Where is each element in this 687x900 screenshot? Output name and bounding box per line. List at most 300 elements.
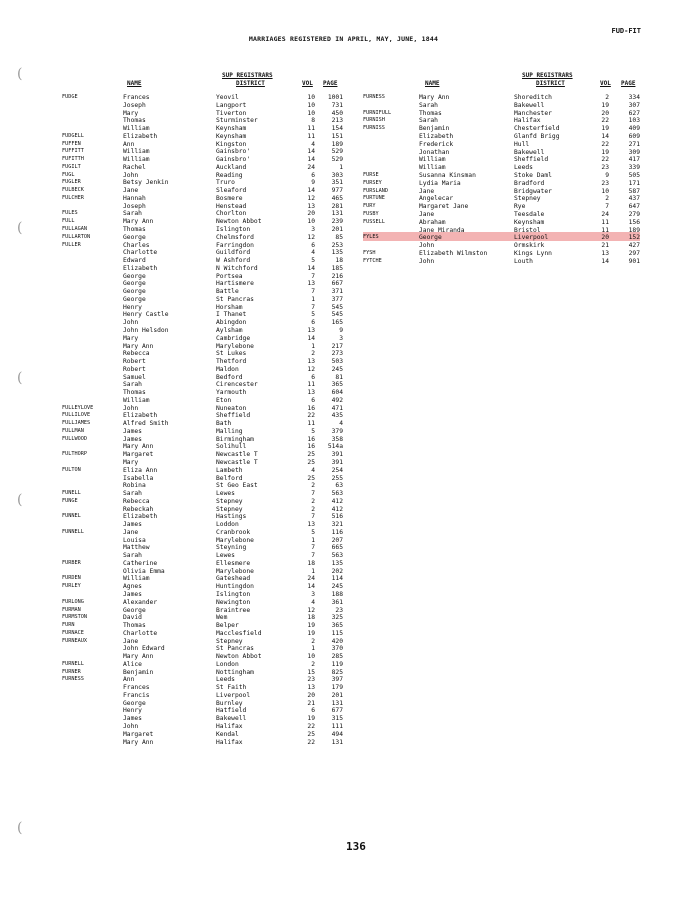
- volume: 16: [307, 404, 315, 412]
- register-entry: [62, 335, 352, 343]
- district: Bakewell: [514, 101, 545, 109]
- register-entry: [62, 599, 352, 607]
- surname: FURSEY: [363, 179, 382, 186]
- surname: FURNESS: [62, 676, 84, 683]
- vol-header-right: VOL: [600, 80, 611, 87]
- page-ref: 412: [331, 497, 343, 505]
- register-entry: [62, 389, 352, 397]
- register-entry: [62, 265, 352, 273]
- volume: 14: [307, 156, 315, 164]
- page-ref: 189: [628, 226, 640, 234]
- surname: FULCHER: [62, 194, 84, 201]
- register-entry: [62, 350, 352, 358]
- page-ref: 285: [331, 653, 343, 661]
- forename: Lydia Maria: [419, 179, 461, 187]
- forename: George: [123, 606, 146, 614]
- forename: James: [123, 435, 142, 443]
- surname: FUGILT: [62, 163, 81, 170]
- forename: Jonathan: [419, 148, 450, 156]
- page-ref: 9: [339, 326, 343, 334]
- page-ref: 391: [331, 451, 343, 459]
- name-header-left: NAME: [127, 80, 142, 87]
- register-entry: [363, 227, 643, 235]
- district: Kings Lynn: [514, 249, 552, 257]
- district: Marylebone: [216, 342, 254, 350]
- surname: FUNGE: [62, 497, 78, 504]
- page-ref: 103: [628, 117, 640, 125]
- forename: Rachel: [123, 163, 146, 171]
- forename: Robina: [123, 482, 146, 490]
- register-entry: [62, 311, 352, 319]
- forename: Frederick: [419, 140, 454, 148]
- volume: 4: [311, 466, 315, 474]
- surname: FURNISS: [363, 125, 385, 132]
- volume: 4: [311, 140, 315, 148]
- register-entry: [62, 490, 352, 498]
- volume: 13: [601, 249, 609, 257]
- volume: 13: [307, 202, 315, 210]
- district: Halifax: [216, 738, 243, 746]
- district: St Pancras: [216, 295, 254, 303]
- volume: 21: [601, 242, 609, 250]
- volume: 23: [601, 179, 609, 187]
- right-register-list: [363, 94, 643, 266]
- forename: Mary Ann: [123, 342, 154, 350]
- surname: FULL: [62, 218, 75, 225]
- district: St Geo East: [216, 482, 258, 490]
- surname: FULLILOVE: [62, 412, 91, 419]
- page-ref: 901: [628, 257, 640, 265]
- register-entry: [62, 568, 352, 576]
- register-entry: [62, 257, 352, 265]
- forename: Benjamin: [123, 668, 154, 676]
- volume: 7: [311, 490, 315, 498]
- district: Halifax: [514, 117, 541, 125]
- page-ref: 189: [331, 140, 343, 148]
- district: Hartismere: [216, 280, 254, 288]
- volume: 19: [601, 101, 609, 109]
- register-entry: [363, 219, 643, 227]
- district: Gainsbro': [216, 156, 251, 164]
- page-ref: 545: [331, 303, 343, 311]
- district: Rye: [514, 203, 526, 211]
- forename: Charlotte: [123, 249, 158, 257]
- page-ref: 63: [335, 482, 343, 490]
- surname: FUFITTH: [62, 156, 84, 163]
- district: N Witchford: [216, 264, 258, 272]
- page-ref: 213: [331, 117, 343, 125]
- district: Cirencester: [216, 381, 258, 389]
- forename: John Helsdon: [123, 326, 169, 334]
- surname: FUNELL: [62, 490, 81, 497]
- page-ref: 135: [331, 249, 343, 257]
- district: Yarmouth: [216, 389, 247, 397]
- register-entry: [62, 513, 352, 521]
- page-ref: 677: [331, 707, 343, 715]
- forename: Henry Castle: [123, 311, 169, 319]
- register-entry: [62, 506, 352, 514]
- volume: 12: [307, 233, 315, 241]
- register-entry: [62, 94, 352, 102]
- volume: 25: [307, 474, 315, 482]
- surname: FUSSELL: [363, 218, 385, 225]
- district: Farringdon: [216, 241, 254, 249]
- volume: 14: [307, 583, 315, 591]
- register-entry: [62, 343, 352, 351]
- volume: 14: [601, 132, 609, 140]
- district: Hastings: [216, 513, 247, 521]
- volume: 10: [307, 218, 315, 226]
- register-entry: [62, 715, 352, 723]
- volume: 6: [311, 319, 315, 327]
- page-ref: 1: [339, 163, 343, 171]
- register-entry: [363, 203, 643, 211]
- district: Kingston: [216, 140, 247, 148]
- volume: 10: [307, 653, 315, 661]
- register-entry: [363, 102, 643, 110]
- register-entry: [62, 242, 352, 250]
- volume: 1: [311, 536, 315, 544]
- volume: 6: [311, 707, 315, 715]
- forename: Thomas: [123, 117, 146, 125]
- district: Thetford: [216, 358, 247, 366]
- volume: 25: [307, 730, 315, 738]
- volume: 7: [311, 272, 315, 280]
- page-ref: 119: [331, 660, 343, 668]
- register-entry: [363, 156, 643, 164]
- surname: FULES: [62, 210, 78, 217]
- forename: John: [123, 723, 139, 731]
- district: Chesterfield: [514, 125, 560, 133]
- page-ref: 307: [628, 101, 640, 109]
- volume: 24: [307, 163, 315, 171]
- page-ref: 3: [339, 334, 343, 342]
- page-ref: 529: [331, 156, 343, 164]
- page-ref: 587: [628, 187, 640, 195]
- register-entry: [62, 591, 352, 599]
- punch-hole-mark: (: [17, 220, 23, 236]
- forename: Elizabeth: [123, 412, 158, 420]
- page-ref: 351: [331, 179, 343, 187]
- forename: Alice: [123, 660, 142, 668]
- district: Lambeth: [216, 466, 243, 474]
- surname: FURBER: [62, 559, 81, 566]
- register-entry: [62, 327, 352, 335]
- register-entry: [62, 288, 352, 296]
- page-ref: 465: [331, 194, 343, 202]
- forename: Elizabeth: [123, 513, 158, 521]
- district: Leeds: [216, 676, 235, 684]
- page-ref: 427: [628, 242, 640, 250]
- forename: Mary: [123, 334, 139, 342]
- district: Glanfd Brigg: [514, 132, 560, 140]
- district: Hatfield: [216, 707, 247, 715]
- page-ref: 154: [331, 125, 343, 133]
- register-entry: [62, 420, 352, 428]
- page-ref: 239: [331, 218, 343, 226]
- surname: FURY: [363, 203, 376, 210]
- register-entry: [62, 700, 352, 708]
- district: Bosmere: [216, 194, 243, 202]
- page-ref: 85: [335, 233, 343, 241]
- forename: John Edward: [123, 645, 165, 653]
- forename: Sarah: [123, 490, 142, 498]
- volume: 20: [601, 234, 609, 242]
- surname: FULLER: [62, 241, 81, 248]
- district: Eton: [216, 396, 232, 404]
- district: Hull: [514, 140, 530, 148]
- volume: 22: [601, 156, 609, 164]
- district: Truro: [216, 179, 235, 187]
- surname: FULLEYLOVE: [62, 404, 94, 411]
- register-entry: [62, 280, 352, 288]
- register-entry: [62, 614, 352, 622]
- volume: 2: [311, 497, 315, 505]
- forename: Robert: [123, 365, 146, 373]
- district: Islington: [216, 591, 251, 598]
- register-entry: [62, 537, 352, 545]
- volume: 5: [311, 427, 315, 435]
- register-entry: [363, 133, 643, 141]
- volume: 11: [307, 381, 315, 389]
- district: Stoke Daml: [514, 171, 552, 179]
- volume: 11: [601, 218, 609, 226]
- district: Tiverton: [216, 109, 247, 117]
- district: St Faith: [216, 684, 247, 692]
- district: Keynsham: [216, 132, 247, 140]
- volume: 5: [311, 311, 315, 319]
- register-entry: [62, 630, 352, 638]
- page-ref: 253: [331, 241, 343, 249]
- page-ref: 420: [331, 637, 343, 645]
- district: Lewes: [216, 552, 235, 560]
- district: Chelmsford: [216, 233, 254, 241]
- register-entry: [62, 707, 352, 715]
- register-entry: [62, 731, 352, 739]
- volume: 2: [311, 350, 315, 358]
- district: I Thanet: [216, 311, 247, 319]
- volume: 13: [307, 326, 315, 334]
- district-header-left: DISTRICT: [236, 80, 265, 87]
- forename: Catherine: [123, 559, 158, 567]
- surname: FUNNELL: [62, 528, 84, 535]
- volume: 22: [601, 117, 609, 125]
- forename: Charles: [123, 241, 150, 249]
- district: Macclesfield: [216, 629, 262, 637]
- volume: 25: [307, 458, 315, 466]
- district: Horsham: [216, 303, 243, 311]
- register-entry: [62, 110, 352, 118]
- forename: William: [123, 396, 150, 404]
- forename: Charlotte: [123, 629, 158, 637]
- surname: FUGL: [62, 171, 75, 178]
- surname: FUGLER: [62, 179, 81, 186]
- register-entry: [62, 638, 352, 646]
- surname: FURNEAUX: [62, 637, 87, 644]
- page-ref: 365: [331, 622, 343, 630]
- page-ref: 297: [628, 249, 640, 257]
- forename: George: [123, 272, 146, 280]
- volume: 4: [311, 598, 315, 606]
- volume: 12: [307, 194, 315, 202]
- volume: 23: [601, 164, 609, 172]
- page-ref: 825: [331, 668, 343, 676]
- forename: Mary Ann: [123, 443, 154, 451]
- district: Halifax: [216, 723, 243, 731]
- page-ref: 156: [628, 218, 640, 226]
- surname: FULTHORP: [62, 451, 87, 458]
- register-entry: [62, 498, 352, 506]
- register-entry: [62, 296, 352, 304]
- volume: 7: [311, 544, 315, 552]
- forename: Elizabeth Wilmston: [419, 249, 488, 257]
- volume: 14: [307, 334, 315, 342]
- forename: Thomas: [123, 622, 146, 630]
- surname: FYTCHE: [363, 257, 382, 264]
- volume: 19: [307, 715, 315, 723]
- forename: Margaret: [123, 730, 154, 738]
- volume: 13: [307, 684, 315, 692]
- page-ref: 81: [335, 373, 343, 381]
- forename: Mary Ann: [419, 94, 450, 101]
- district: Keynsham: [216, 125, 247, 133]
- surname: FULLMAN: [62, 427, 84, 434]
- page-ref: 131: [331, 738, 343, 746]
- sup-header-right: SUP REGISTRARS: [522, 72, 573, 79]
- surname: FURLONG: [62, 598, 84, 605]
- district: Stepney: [216, 637, 243, 645]
- register-entry: [62, 451, 352, 459]
- register-entry: [62, 179, 352, 187]
- page-ref: 131: [331, 699, 343, 707]
- page-ref: 377: [331, 295, 343, 303]
- district: Wem: [216, 614, 228, 622]
- register-entry: [363, 258, 643, 266]
- forename: Francis: [123, 691, 150, 699]
- district: Birmingham: [216, 435, 254, 443]
- vol-header-left: VOL: [302, 80, 313, 87]
- volume: 2: [311, 637, 315, 645]
- district: Newton Abbot: [216, 653, 262, 661]
- register-entry: [62, 203, 352, 211]
- forename: George: [123, 280, 146, 288]
- forename: Elizabeth: [123, 132, 158, 140]
- register-entry: [62, 141, 352, 149]
- punch-hole-mark: (: [17, 370, 23, 386]
- surname: FURSLAND: [363, 187, 388, 194]
- page-ref: 4: [339, 420, 343, 428]
- forename: David: [123, 614, 142, 622]
- register-entry: [62, 195, 352, 203]
- forename: Joseph: [123, 202, 146, 210]
- district: Kendal: [216, 730, 239, 738]
- page-ref: 492: [331, 396, 343, 404]
- volume: 13: [307, 358, 315, 366]
- page-ref: 216: [331, 272, 343, 280]
- page-ref: 334: [628, 94, 640, 101]
- page-header-right: PAGE: [621, 80, 636, 87]
- district: Keynsham: [514, 218, 545, 226]
- forename: James: [123, 427, 142, 435]
- page-ref: 217: [331, 342, 343, 350]
- page-ref: 361: [331, 598, 343, 606]
- page-ref: 201: [331, 226, 343, 234]
- district: Stepney: [216, 505, 243, 513]
- forename: Agnes: [123, 583, 142, 591]
- surname: FURLEY: [62, 583, 81, 590]
- forename: Jane: [419, 187, 435, 195]
- register-entry: [363, 110, 643, 118]
- register-entry: [363, 250, 643, 258]
- district: Belper: [216, 622, 239, 630]
- district: W Ashford: [216, 257, 251, 265]
- page-title: MARRIAGES REGISTERED IN APRIL, MAY, JUNE, 1844: [248, 35, 439, 43]
- district: Marylebone: [216, 536, 254, 544]
- district: Huntingdon: [216, 583, 254, 591]
- forename: Jane: [123, 637, 139, 645]
- punch-hole-mark: (: [17, 820, 23, 836]
- volume: 22: [307, 412, 315, 420]
- volume: 13: [307, 521, 315, 529]
- surname: FULBECK: [62, 187, 84, 194]
- district: St Pancras: [216, 645, 254, 653]
- forename: Sarah: [419, 117, 438, 125]
- volume: 12: [307, 365, 315, 373]
- register-entry: [62, 374, 352, 382]
- volume: 3: [311, 591, 315, 598]
- forename: Betsy Jenkin: [123, 179, 169, 187]
- forename: Rebecca: [123, 350, 150, 358]
- district: Liverpool: [216, 691, 251, 699]
- page-ref: 254: [331, 466, 343, 474]
- page-ref: 279: [628, 210, 640, 218]
- district: Stepney: [216, 497, 243, 505]
- page-ref: 379: [331, 427, 343, 435]
- district: Bedford: [216, 373, 243, 381]
- volume: 11: [307, 125, 315, 133]
- district: Newington: [216, 598, 251, 606]
- volume: 6: [311, 171, 315, 179]
- volume: 8: [311, 117, 315, 125]
- page-ref: 115: [331, 629, 343, 637]
- surname: FURSE: [363, 171, 379, 178]
- forename: Mary Ann: [123, 653, 154, 661]
- register-entry: [62, 560, 352, 568]
- page-ref: 116: [331, 528, 343, 536]
- page-ref: 417: [628, 156, 640, 164]
- district: Nuneaton: [216, 404, 247, 412]
- volume: 19: [601, 125, 609, 133]
- forename: Jane: [123, 187, 139, 195]
- forename: William: [123, 575, 150, 583]
- register-entry: [62, 529, 352, 537]
- surname: FURNIFULL: [363, 109, 392, 116]
- district: Bradford: [514, 179, 545, 187]
- register-entry: [62, 669, 352, 677]
- register-entry: [62, 739, 352, 747]
- district: Marylebone: [216, 567, 254, 575]
- surname: FURNELL: [62, 660, 84, 667]
- forename: John: [123, 171, 139, 179]
- volume: 2: [311, 660, 315, 668]
- forename: William: [419, 156, 446, 164]
- punch-hole-mark: (: [17, 492, 23, 508]
- district: Malling: [216, 427, 243, 435]
- forename: Jane: [419, 210, 435, 218]
- forename: George: [123, 699, 146, 707]
- register-entry: [62, 381, 352, 389]
- forename: Alfred Smith: [123, 420, 169, 428]
